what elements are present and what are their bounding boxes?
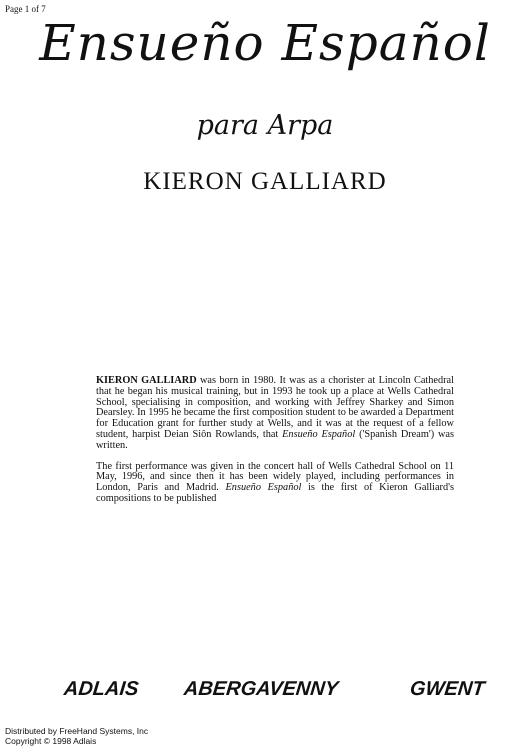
bio-work-title: Ensueño Español (225, 482, 302, 494)
bio-work-title: Ensueño Español (282, 428, 356, 440)
bio-paragraph-1 (96, 376, 454, 452)
bio-text: was born in 1980. It was as a chorister at Lincoln Cathedral that he began his musical training, but in 1993 he took up a place at Wells Cathedral School, specialising in composition, and working with Jeffrey Sharkey and Simon Dearsley. In 1995 he became the first composition student to be awarded a Department for Education grant for further study at Wells, and it was at the request of a fellow student, harpist Deian Siôn Rowlands, that (96, 375, 454, 440)
bio-text: ('Spanish Dream') was written. (96, 428, 454, 451)
page-indicator: Page 1 of 7 (5, 4, 46, 14)
composer-biography (96, 376, 454, 515)
publisher-town: ABERGAVENNY (182, 678, 340, 700)
footer (5, 726, 148, 746)
publisher-name: ADLAIS (62, 678, 140, 700)
bio-text: is the first of Kieron Galliard's compositions to be published (96, 482, 454, 504)
publisher-county: GWENT (408, 678, 486, 700)
copyright-notice: Copyright © 1998 Adlais (5, 736, 97, 746)
distribution-notice: Distributed by FreeHand Systems, Inc (5, 726, 149, 736)
bio-text: The first performance was given in the concert hall of Wells Cathedral School on 11 May, 1996, and since then it has been widely played, including performances in London, Paris and Madrid. (96, 460, 454, 494)
composer-name: KIERON GALLIARD (143, 168, 387, 195)
bio-composer-name: KIERON GALLIARD (96, 375, 197, 386)
score-title: Ensueño Español (39, 14, 491, 72)
bio-paragraph-2 (96, 462, 454, 505)
instrumentation-subtitle: para Arpa (196, 110, 334, 141)
